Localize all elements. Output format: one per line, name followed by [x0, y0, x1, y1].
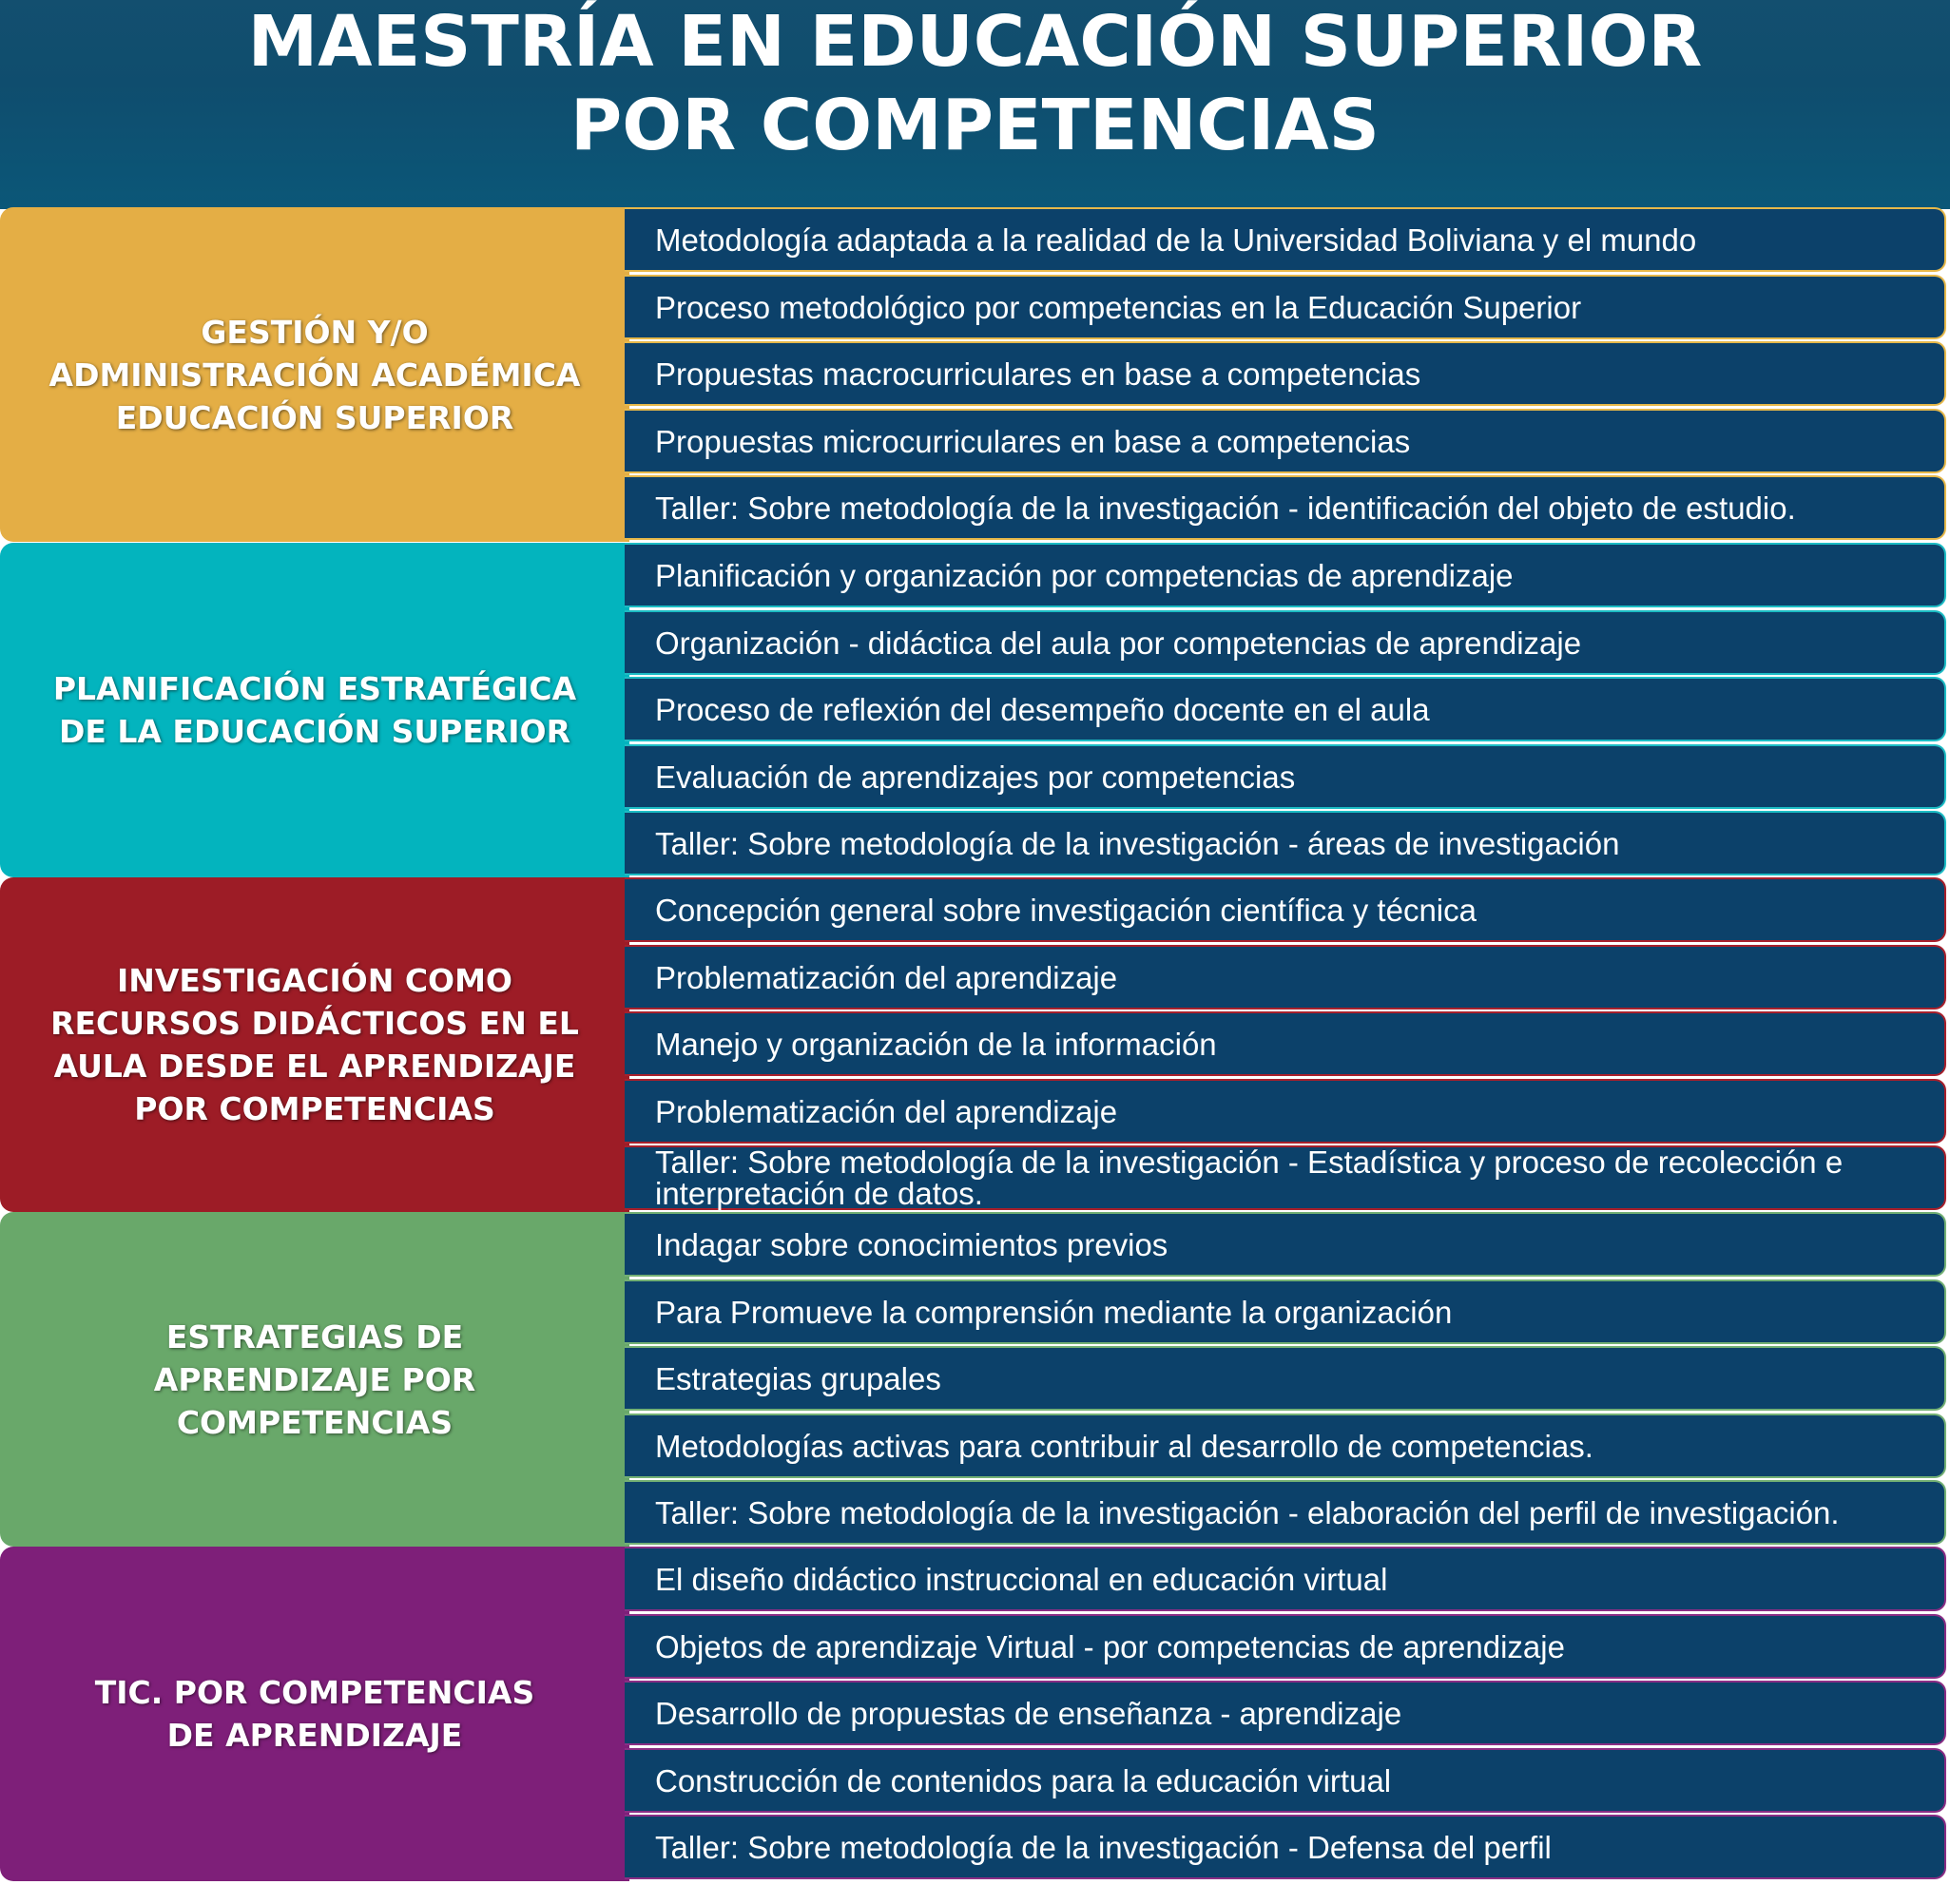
module-planificacion [0, 543, 1950, 877]
topic-row: Metodologías activas para contribuir al desarrollo de competencias. [625, 1414, 1946, 1478]
topic-row: Organización - didáctica del aula por competencias de aprendizaje [625, 610, 1946, 675]
topic-row: Problematización del aprendizaje [625, 945, 1946, 1010]
topic-row: Taller: Sobre metodología de la investigación - identificación del objeto de estudio. [625, 475, 1946, 540]
title-line-1: MAESTRÍA EN EDUCACIÓN SUPERIOR [247, 1, 1703, 83]
header-banner [0, 0, 1950, 209]
topic-row: Problematización del aprendizaje [625, 1079, 1946, 1144]
topic-row: Metodología adaptada a la realidad de la Universidad Boliviana y el mundo [625, 207, 1946, 272]
topic-row: Proceso de reflexión del desempeño docente en el aula [625, 677, 1946, 741]
topic-row: Proceso metodológico por competencias en la Educación Superior [625, 275, 1946, 339]
topic-row: Indagar sobre conocimientos previos [625, 1212, 1946, 1277]
topic-row: Para Promueve la comprensión mediante la organización [625, 1279, 1946, 1344]
module-label: PLANIFICACIÓN ESTRATÉGICA DE LA EDUCACIÓN SUPERIOR [0, 543, 629, 877]
module-topics [625, 543, 1948, 877]
topic-row: Propuestas macrocurriculares en base a competencias [625, 341, 1946, 406]
topic-row: Manejo y organización de la información [625, 1011, 1946, 1076]
module-topics [625, 1212, 1948, 1547]
module-topics [625, 877, 1948, 1212]
module-investigacion [0, 877, 1950, 1212]
topic-row: Objetos de aprendizaje Virtual - por competencias de aprendizaje [625, 1614, 1946, 1679]
topic-row: Taller: Sobre metodología de la investigación - áreas de investigación [625, 811, 1946, 875]
page-title [0, 0, 1950, 167]
topic-row: Taller: Sobre metodología de la investigación - elaboración del perfil de investigación. [625, 1480, 1946, 1545]
module-label: INVESTIGACIÓN COMO RECURSOS DIDÁCTICOS EN EL AULA DESDE EL APRENDIZAJE POR COMPETENCIAS [0, 877, 629, 1212]
topic-row: Propuestas microcurriculares en base a competencias [625, 409, 1946, 473]
topic-row: Taller: Sobre metodología de la investigación - Estadística y proceso de recolección e interpretación de datos. [625, 1145, 1946, 1210]
module-label: ESTRATEGIAS DE APRENDIZAJE POR COMPETENCIAS [0, 1212, 629, 1547]
topic-row: Desarrollo de propuestas de enseñanza - aprendizaje [625, 1681, 1946, 1745]
module-label: GESTIÓN Y/O ADMINISTRACIÓN ACADÉMICA EDUCACIÓN SUPERIOR [0, 207, 629, 542]
module-gestion [0, 207, 1950, 542]
topic-row: Taller: Sobre metodología de la investigación - Defensa del perfil [625, 1815, 1946, 1879]
topic-row: Construcción de contenidos para la educación virtual [625, 1748, 1946, 1813]
topic-row: Evaluación de aprendizajes por competencias [625, 744, 1946, 809]
topic-row: Concepción general sobre investigación científica y técnica [625, 877, 1946, 942]
topic-row: El diseño didáctico instruccional en educación virtual [625, 1547, 1946, 1611]
module-label: TIC. POR COMPETENCIAS DE APRENDIZAJE [0, 1547, 629, 1881]
title-line-2: POR COMPETENCIAS [570, 85, 1380, 166]
topic-row: Planificación y organización por competencias de aprendizaje [625, 543, 1946, 607]
module-tic [0, 1547, 1950, 1881]
module-topics [625, 1547, 1948, 1881]
module-estrategias [0, 1212, 1950, 1547]
module-topics [625, 207, 1948, 542]
topic-row: Estrategias grupales [625, 1346, 1946, 1411]
